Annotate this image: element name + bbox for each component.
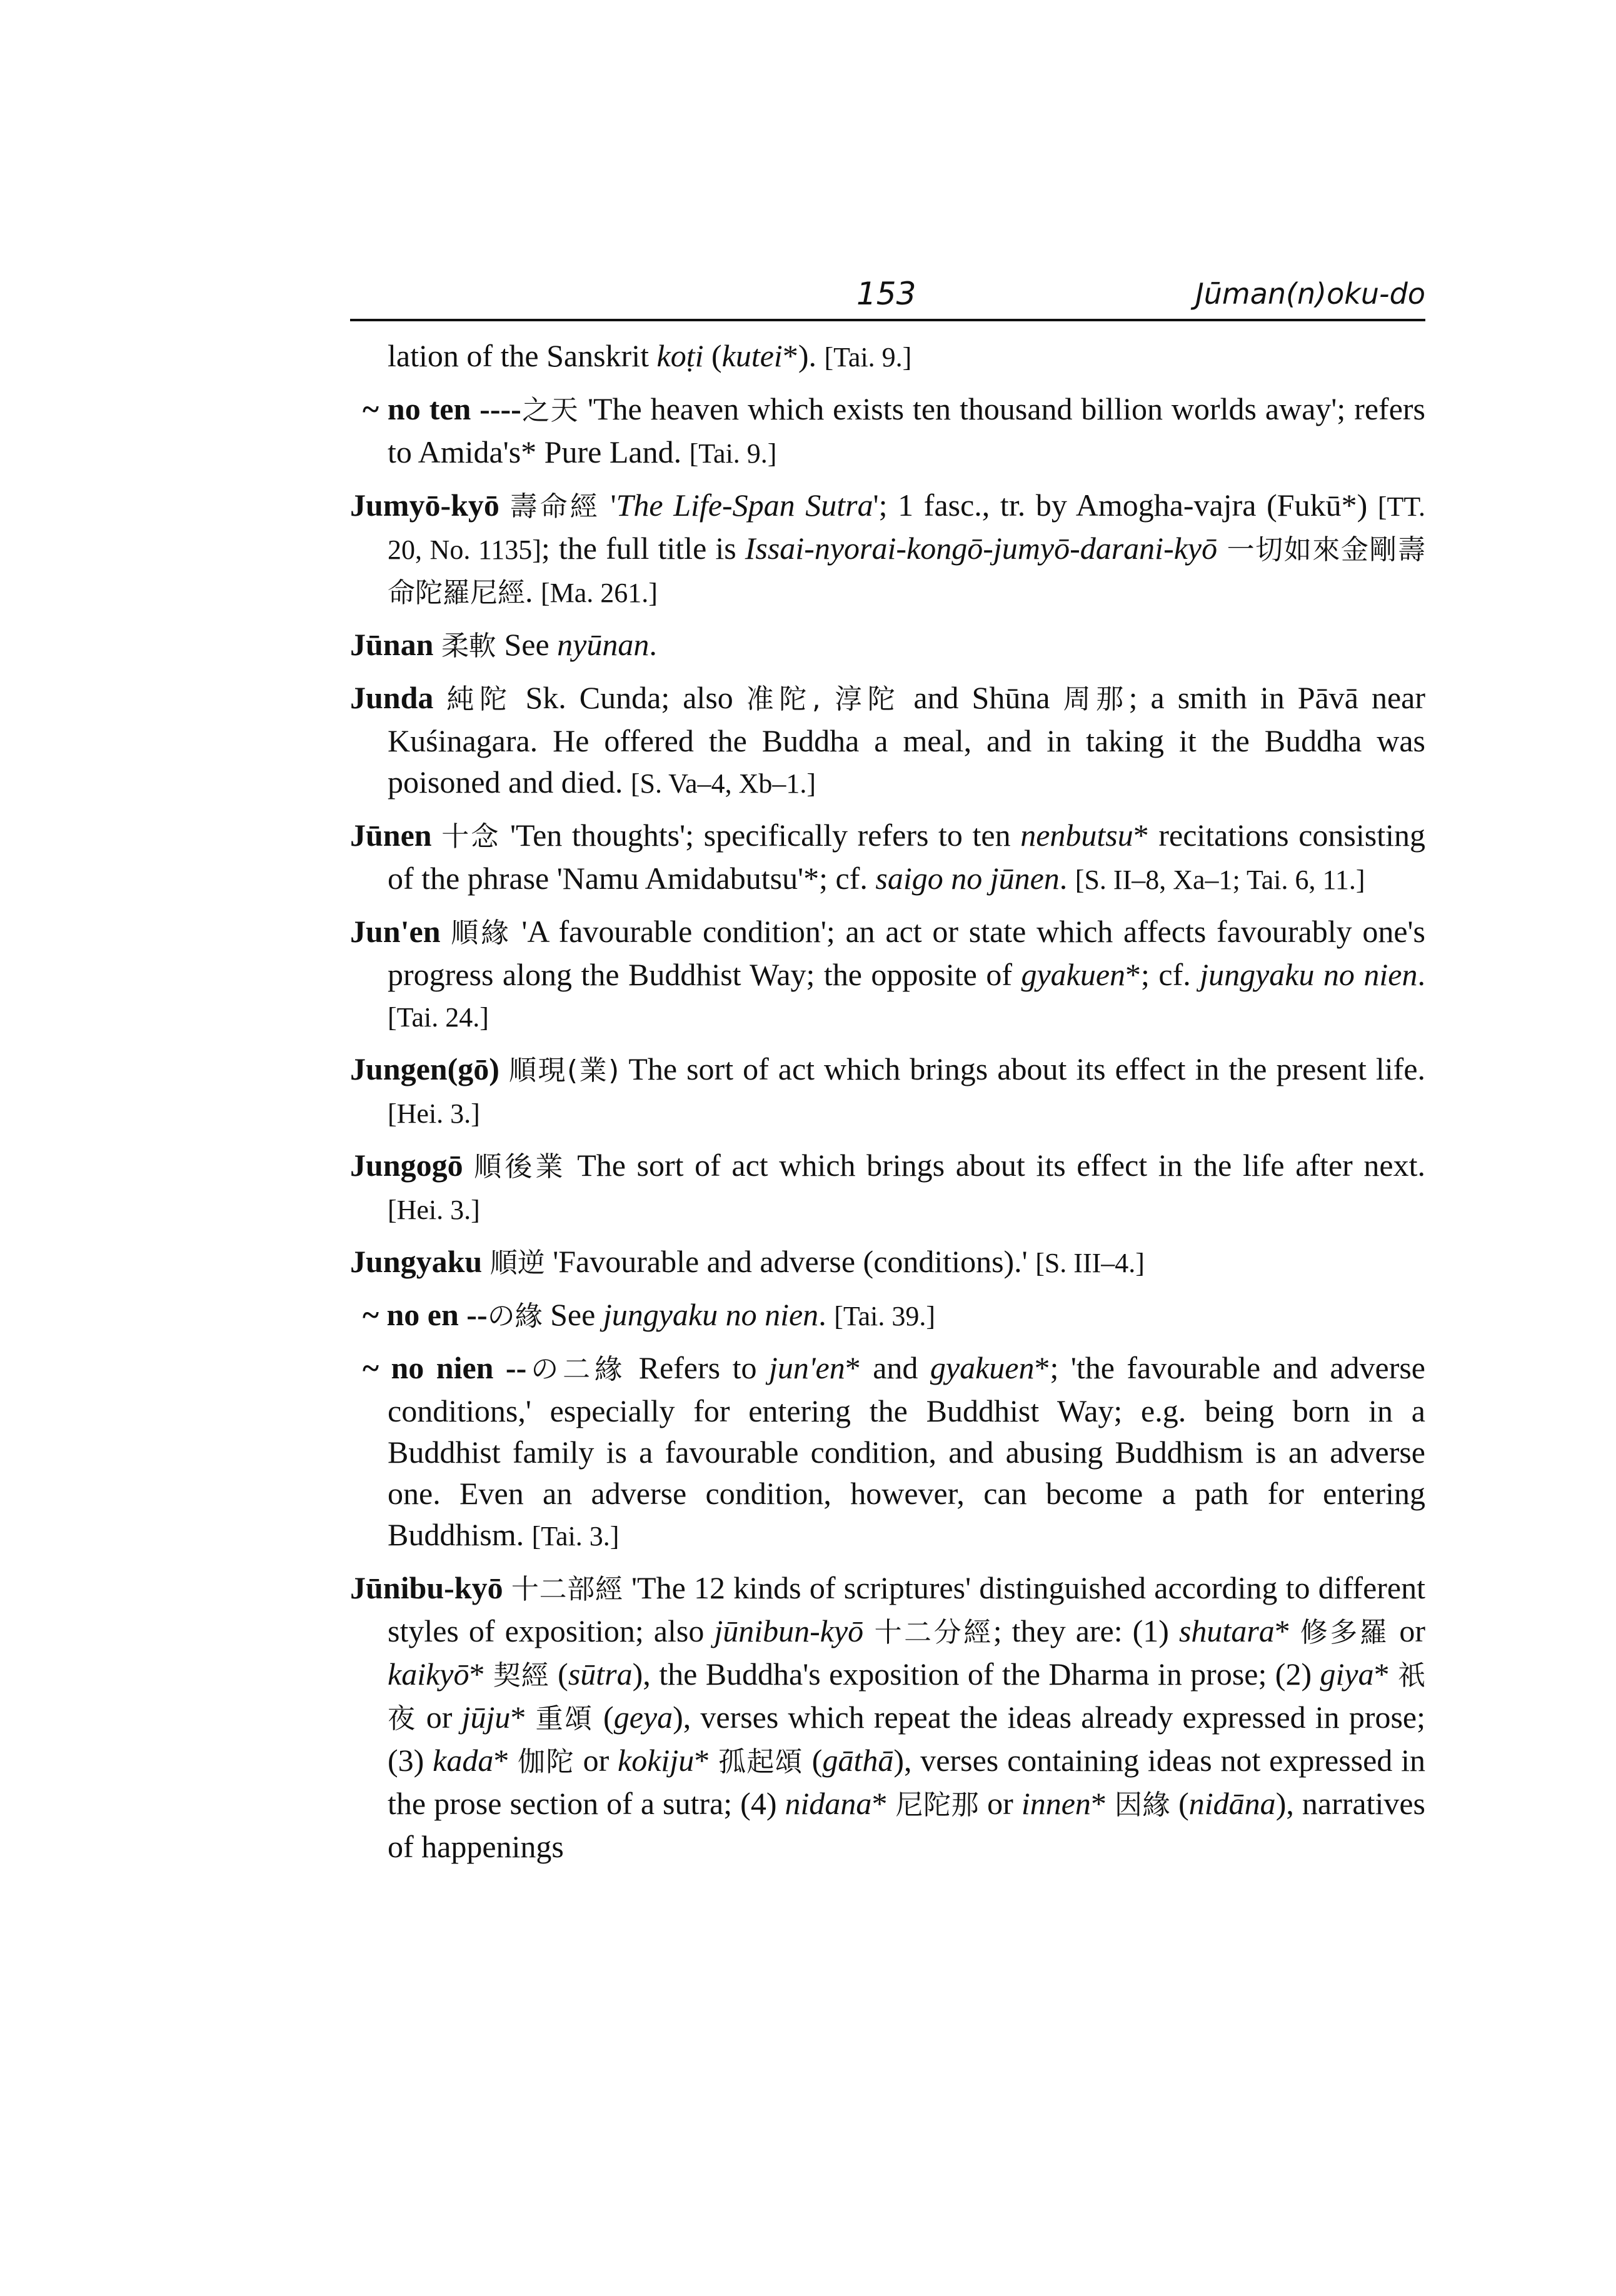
kanji-text: 順逆: [489, 1247, 545, 1279]
source-reference: [S. Va–4, Xb–1.]: [630, 768, 816, 799]
dictionary-entry: [350, 388, 1425, 474]
dictionary-entry: [350, 484, 1425, 614]
kanji-text: 順現(業): [508, 1055, 620, 1086]
kanji-text: 孤起頌: [718, 1746, 803, 1778]
source-reference: [Tai. 3.]: [531, 1521, 620, 1552]
headword: ~ no nien --: [363, 1350, 527, 1385]
italic-term: Issai-nyorai-kongō-jumyō-darani-kyō: [745, 531, 1218, 566]
entry-text: See: [542, 1297, 603, 1332]
source-reference: [Tai. 9.]: [689, 438, 777, 469]
source-reference: [Hei. 3.]: [388, 1098, 480, 1129]
italic-term: nenbutsu: [1020, 818, 1133, 853]
italic-term: jūju: [461, 1700, 511, 1735]
entry-text: (: [803, 1743, 823, 1778]
entry-text: The sort of act which brings about its effect in the present life.: [619, 1051, 1426, 1086]
entry-text: *: [469, 1657, 493, 1692]
entry-text: or: [979, 1786, 1021, 1821]
entry-text: lation of the Sanskrit: [388, 338, 657, 373]
kanji-text: 契經: [493, 1660, 550, 1692]
italic-term: saigo no jūnen: [875, 861, 1060, 896]
dictionary-entry: [350, 624, 1425, 667]
dictionary-entry: [350, 1241, 1425, 1284]
source-reference: [Hei. 3.]: [388, 1195, 480, 1225]
kanji-text: 一切如來金剛壽命陀羅尼經: [388, 534, 1425, 609]
entry-text: 'Favourable and adverse (conditions).': [545, 1244, 1036, 1279]
entry-text: ; the full title is: [541, 531, 745, 566]
entry-text: or: [1389, 1613, 1425, 1648]
entry-text: '; 1 fasc., tr. by Amogha-vajra (Fukū*): [873, 488, 1378, 523]
headword: Jūnen: [350, 818, 442, 853]
kanji-text: 祇夜: [388, 1660, 1426, 1735]
entry-text: ), narratives of happenings: [388, 1786, 1425, 1864]
italic-term: kaikyō: [388, 1657, 469, 1692]
entry-text: *; cf.: [1125, 957, 1200, 992]
headword: Jūnibu-kyō: [350, 1570, 511, 1605]
headword: Jungogō: [350, 1148, 474, 1183]
kanji-text: 十念: [441, 821, 501, 853]
entry-text: *: [1090, 1786, 1115, 1821]
italic-term: shutara: [1178, 1613, 1275, 1648]
source-reference: [Tai. 9.]: [824, 342, 912, 373]
entry-text: ), verses containing ideas not expressed in the prose section of a sutra; (4): [388, 1743, 1426, 1821]
headword: Jungyaku: [350, 1244, 490, 1279]
dictionary-entry: [350, 1145, 1425, 1231]
italic-term: jūnibun-kyō: [714, 1613, 864, 1648]
italic-term: gāthā: [822, 1743, 894, 1778]
entry-text: *: [871, 1786, 896, 1821]
entry-text: *: [1274, 1613, 1300, 1648]
kanji-text: 十二部經: [511, 1573, 623, 1605]
entry-text: 'The 12 kinds of scriptures' distinguished according to different styles of exposition; also: [388, 1570, 1425, 1648]
kanji-text: 十二分經: [863, 1617, 993, 1648]
italic-term: sūtra: [568, 1657, 633, 1692]
italic-term: jungyaku no nien: [1200, 957, 1418, 992]
entry-text: The sort of act which brings about its effect in the life after next.: [566, 1148, 1425, 1183]
entry-text: * recitations consisting of the phrase 'Namu Amidabutsu'*; cf.: [388, 818, 1425, 896]
headword: Jun'en: [350, 914, 451, 949]
entry-text: ; they are: (1): [993, 1613, 1179, 1648]
entry-text: 'The heaven which exists ten thousand billion worlds away'; refers to Amida's* Pure Land.: [388, 391, 1426, 469]
kanji-text: の緣: [487, 1300, 543, 1332]
entry-list: [350, 335, 1425, 1867]
entry-text: 'Ten thoughts'; specifically refers to ten: [500, 818, 1021, 853]
dictionary-entry: [350, 911, 1425, 1038]
source-reference: [Ma. 261.]: [541, 578, 658, 608]
entry-text: .: [525, 574, 541, 609]
headword: ~ no ten ----: [363, 391, 521, 426]
headword: Junda: [350, 680, 447, 715]
entry-text: *: [510, 1700, 536, 1735]
entry-text: See: [496, 627, 558, 662]
entry-text: (: [1170, 1786, 1189, 1821]
entry-text: ; a smith in Pāvā near Kuśinagara. He offered the Buddha a meal, and in taking it the Buddha was poisoned and died.: [388, 680, 1425, 800]
italic-term: kokiju: [618, 1743, 695, 1778]
entry-text: or: [416, 1700, 462, 1735]
headword: ~ no en --: [363, 1297, 488, 1332]
kanji-text: 修多羅: [1300, 1617, 1390, 1648]
entry-text: *; 'the favourable and adverse conditions,' especially for entering the Buddhist Way; e.g. being born in a Buddhist family is a favourable condition, and abusing Buddhism is an adverse one. Even an adverse condition, however, can become a path for entering Buddhism.: [388, 1350, 1425, 1552]
source-reference: [TT. 20, No. 1135]: [388, 491, 1425, 565]
entry-text: *).: [782, 338, 825, 373]
dictionary-entry: [350, 677, 1425, 805]
headword: Jūnan: [350, 627, 441, 662]
dictionary-entry: [350, 1048, 1425, 1135]
italic-term: giya: [1320, 1657, 1374, 1692]
kanji-text: 因緣: [1114, 1789, 1171, 1821]
entry-text: * and: [845, 1350, 930, 1385]
source-reference: [Tai. 24.]: [388, 1002, 489, 1033]
entry-text: *: [493, 1743, 518, 1778]
dictionary-entry: [350, 335, 1425, 378]
entry-text: ), verses which repeat the ideas already expressed in prose; (3): [388, 1700, 1426, 1778]
kanji-text: 尼陀那: [895, 1789, 980, 1821]
entry-text: .: [1417, 957, 1425, 992]
kanji-text: の二緣: [526, 1353, 627, 1385]
kanji-text: 純陀: [446, 683, 513, 715]
dictionary-entry: [350, 1567, 1425, 1867]
italic-term: kutei: [721, 338, 783, 373]
kanji-text: 之天: [521, 394, 580, 426]
entry-text: .: [818, 1297, 835, 1332]
italic-term: jun'en: [768, 1350, 845, 1385]
entry-text: Refers to: [626, 1350, 769, 1385]
entry-text: *: [1373, 1657, 1398, 1692]
italic-term: gyakuen: [1021, 957, 1126, 992]
kanji-text: 重頌: [535, 1703, 594, 1735]
italic-term: geya: [613, 1700, 673, 1735]
kanji-text: 柔軟: [441, 630, 496, 662]
page-header: [350, 275, 1425, 321]
italic-term: The Life-Span Sutra: [616, 488, 873, 523]
entry-text: (: [703, 338, 722, 373]
italic-term: koṭi: [656, 338, 704, 373]
kanji-text: 壽命經: [509, 491, 600, 523]
italic-term: innen: [1021, 1786, 1091, 1821]
kanji-text: 順緣: [451, 917, 511, 949]
entry-text: and Shūna: [900, 680, 1063, 715]
dictionary-entry: [350, 815, 1425, 901]
page-number: 153: [856, 276, 916, 312]
running-head: Jūman(n)oku-do: [1195, 277, 1425, 311]
source-reference: [S. III–4.]: [1035, 1248, 1145, 1278]
entry-text: (: [593, 1700, 614, 1735]
kanji-text: 周那: [1063, 683, 1129, 715]
headword: Jungen(gō): [350, 1051, 509, 1086]
source-reference: [S. II–8, Xa–1; Tai. 6, 11.]: [1075, 865, 1365, 895]
dictionary-entry: [350, 1347, 1425, 1557]
italic-term: nidana: [785, 1786, 872, 1821]
kanji-text: 准陀, 淳陀: [746, 683, 901, 715]
entry-text: ': [600, 488, 616, 523]
entry-text: .: [1059, 861, 1075, 896]
italic-term: nidāna: [1188, 1786, 1276, 1821]
entry-text: .: [649, 627, 657, 662]
entry-text: or: [574, 1743, 618, 1778]
entry-text: ), the Buddha's exposition of the Dharma in prose; (2): [632, 1657, 1320, 1692]
entry-text: 'A favourable condition'; an act or state which affects favourably one's progress along the Buddhist Way; the opposite of: [388, 914, 1425, 992]
entry-text: (: [549, 1657, 568, 1692]
italic-term: gyakuen: [930, 1350, 1035, 1385]
kanji-text: 順後業: [474, 1151, 566, 1183]
source-reference: [Tai. 39.]: [834, 1301, 936, 1331]
entry-text: *: [694, 1743, 719, 1778]
italic-term: jungyaku no nien: [603, 1297, 819, 1332]
dictionary-page: [350, 275, 1425, 1877]
entry-text: Sk. Cunda; also: [512, 680, 746, 715]
headword: Jumyō-kyō: [350, 488, 510, 523]
dictionary-entry: [350, 1294, 1425, 1337]
italic-term: kada: [433, 1743, 494, 1778]
italic-term: nyūnan: [557, 627, 650, 662]
kanji-text: 伽陀: [518, 1746, 575, 1778]
